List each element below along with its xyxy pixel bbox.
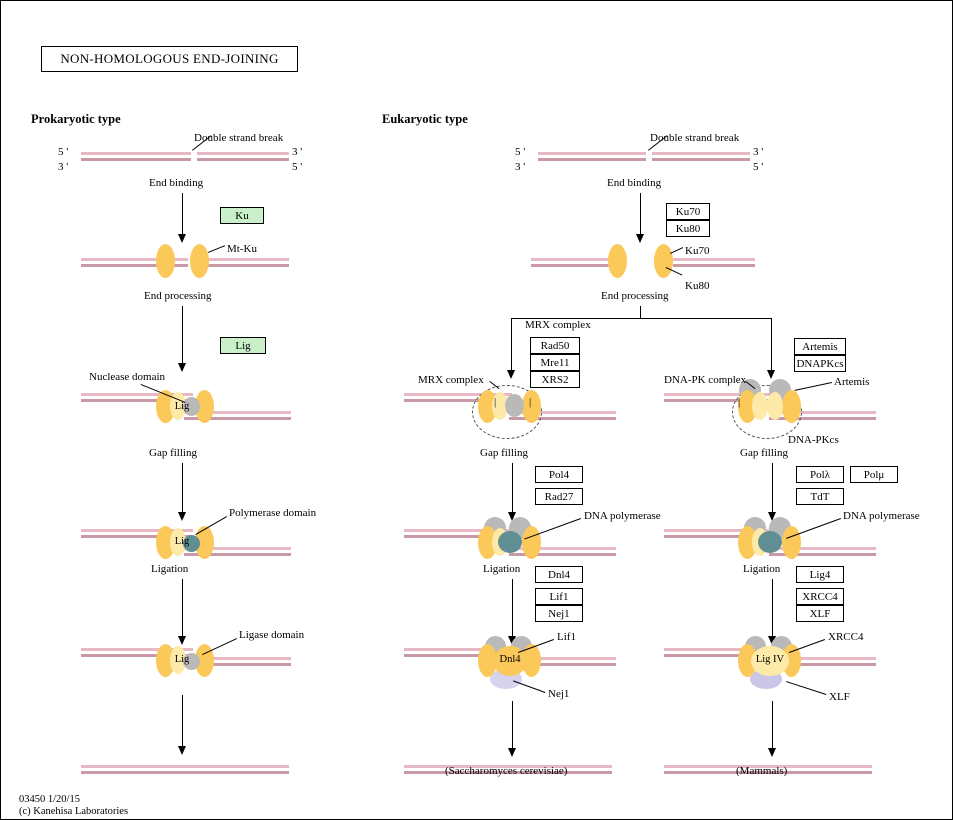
mrx-complex-label-side: MRX complex: [418, 374, 484, 386]
five-prime-label: 5 ': [58, 146, 69, 158]
end-processing-label: End processing: [601, 290, 669, 302]
flow-arrow-yeast: [511, 318, 512, 371]
caption-mammal: (Mammals): [736, 765, 788, 777]
gap-filling-label: Gap filling: [740, 447, 788, 459]
dna-duplex: [81, 152, 191, 161]
three-prime-label: 3 ': [58, 161, 69, 173]
flow-arrow: [182, 463, 183, 513]
flow-arrow: [772, 463, 773, 513]
section-header-prokaryotic: Prokaryotic type: [31, 112, 121, 126]
mt-ku-label: Mt-Ku: [227, 243, 257, 255]
ku-blob: [654, 244, 673, 278]
ku-blob: [782, 390, 801, 423]
footer-copyright: (c) Kanehisa Laboratories: [19, 806, 129, 817]
gap-filling-label: Gap filling: [149, 447, 197, 459]
gene-box-ku[interactable]: Ku: [220, 207, 264, 224]
ligation-label: Ligation: [743, 563, 781, 575]
artemis-mark: |: [738, 396, 741, 408]
flow-arrow: [182, 695, 183, 747]
gene-box-xrs2[interactable]: XRS2: [530, 371, 580, 388]
dna-duplex-repaired: [81, 765, 289, 774]
lig-blob-label: Lig: [174, 654, 190, 665]
gene-box-lig[interactable]: Lig: [220, 337, 266, 354]
dnapkcs-label: DNA-PKcs: [788, 434, 839, 446]
gene-box-rad50[interactable]: Rad50: [530, 337, 580, 354]
gene-box-dnapkcs[interactable]: DNAPKcs: [794, 355, 846, 372]
flow-arrow: [512, 579, 513, 637]
footer-id: 03450 1/20/15: [19, 794, 80, 805]
artemis-blob: [767, 392, 783, 420]
ku-blob: [522, 390, 541, 423]
flow-arrow: [772, 701, 773, 749]
flow-arrow: [182, 193, 183, 235]
gene-box-lif1[interactable]: Lif1: [535, 588, 583, 605]
dna-polymerase-label: DNA polymerase: [584, 510, 661, 522]
flow-arrow: [772, 579, 773, 637]
five-prime-label: 5 ': [753, 161, 764, 173]
gene-box-mre11[interactable]: Mre11: [530, 354, 580, 371]
flow-arrow-mammal: [771, 318, 772, 371]
callout-line: [795, 382, 832, 391]
callout-line: [786, 681, 826, 695]
dna-polymerase-label: DNA polymerase: [843, 510, 920, 522]
flow-arrow: [512, 463, 513, 513]
gene-box-ku70[interactable]: Ku70: [666, 203, 710, 220]
gene-box-ku80[interactable]: Ku80: [666, 220, 710, 237]
lig-blob-label: Lig: [174, 536, 190, 547]
ligation-label: Ligation: [151, 563, 189, 575]
gene-box-xlf[interactable]: XLF: [796, 605, 844, 622]
ligiv-blob-label: Lig IV: [755, 654, 785, 665]
dnapk-complex-label: DNA-PK complex: [664, 374, 747, 386]
end-binding-label: End binding: [149, 177, 204, 189]
nuclease-domain-label: Nuclease domain: [89, 371, 166, 383]
ku-blob: [522, 526, 541, 559]
ku-blob: [608, 244, 627, 278]
branch-stem: [640, 306, 641, 318]
gene-box-nej1[interactable]: Nej1: [535, 605, 583, 622]
three-prime-label: 3 ': [753, 146, 764, 158]
ku-blob: [782, 526, 801, 559]
gene-box-tdt[interactable]: TdT: [796, 488, 844, 505]
page-title: NON-HOMOLOGOUS END-JOINING: [41, 46, 298, 72]
gene-box-rad27[interactable]: Rad27: [535, 488, 583, 505]
callout-line: [670, 247, 683, 254]
end-processing-label: End processing: [144, 290, 212, 302]
mrx-complex-label-top: MRX complex: [525, 319, 591, 331]
gene-box-pol-lambda[interactable]: Polλ: [796, 466, 844, 483]
xlf-label: XLF: [829, 691, 850, 703]
three-prime-label: 3 ': [292, 146, 303, 158]
ku-blob: [156, 244, 175, 278]
lif1-label: Lif1: [557, 631, 576, 643]
gene-box-dnl4[interactable]: Dnl4: [535, 566, 583, 583]
dna-duplex: [673, 258, 755, 267]
double-strand-break-label: Double strand break: [194, 132, 284, 144]
polymerase-domain-label: Polymerase domain: [229, 507, 317, 519]
flow-arrow: [182, 579, 183, 637]
mrx-mark: |: [494, 396, 497, 408]
gene-box-artemis[interactable]: Artemis: [794, 338, 846, 355]
lig-blob-label: Lig: [174, 401, 190, 412]
dna-duplex: [652, 152, 750, 161]
mrx-mark: |: [529, 396, 532, 408]
caption-yeast: (Saccharomyces cerevisiae): [445, 765, 568, 777]
ligase-domain-label: Ligase domain: [239, 629, 305, 641]
flow-arrow: [512, 701, 513, 749]
flow-arrow: [640, 193, 641, 235]
gene-box-lig4[interactable]: Lig4: [796, 566, 844, 583]
xrcc4-label: XRCC4: [828, 631, 864, 643]
gap-filling-label: Gap filling: [480, 447, 528, 459]
section-header-eukaryotic: Eukaryotic type: [382, 112, 468, 126]
five-prime-label: 5 ': [292, 161, 303, 173]
end-binding-label: End binding: [607, 177, 662, 189]
ku70-label: Ku70: [685, 245, 710, 257]
dna-polymerase-blob: [758, 531, 782, 553]
callout-line: [513, 680, 545, 693]
mrx-blob: [505, 394, 524, 417]
dnl4-blob-label: Dnl4: [499, 654, 521, 665]
dna-polymerase-blob: [498, 531, 522, 553]
dna-duplex: [538, 152, 646, 161]
double-strand-break-label: Double strand break: [650, 132, 740, 144]
ku-blob: [190, 244, 209, 278]
nej1-label: Nej1: [548, 688, 570, 700]
three-prime-label: 3 ': [515, 161, 526, 173]
five-prime-label: 5 ': [515, 146, 526, 158]
gene-box-pol-mu[interactable]: Polμ: [850, 466, 898, 483]
artemis-label: Artemis: [834, 376, 870, 388]
artemis-blob: [752, 392, 768, 420]
callout-line: [208, 245, 225, 253]
ku80-label: Ku80: [685, 280, 710, 292]
flow-arrow: [182, 306, 183, 364]
ligation-label: Ligation: [483, 563, 521, 575]
gene-box-pol4[interactable]: Pol4: [535, 466, 583, 483]
dna-duplex: [197, 152, 289, 161]
gene-box-xrcc4[interactable]: XRCC4: [796, 588, 844, 605]
